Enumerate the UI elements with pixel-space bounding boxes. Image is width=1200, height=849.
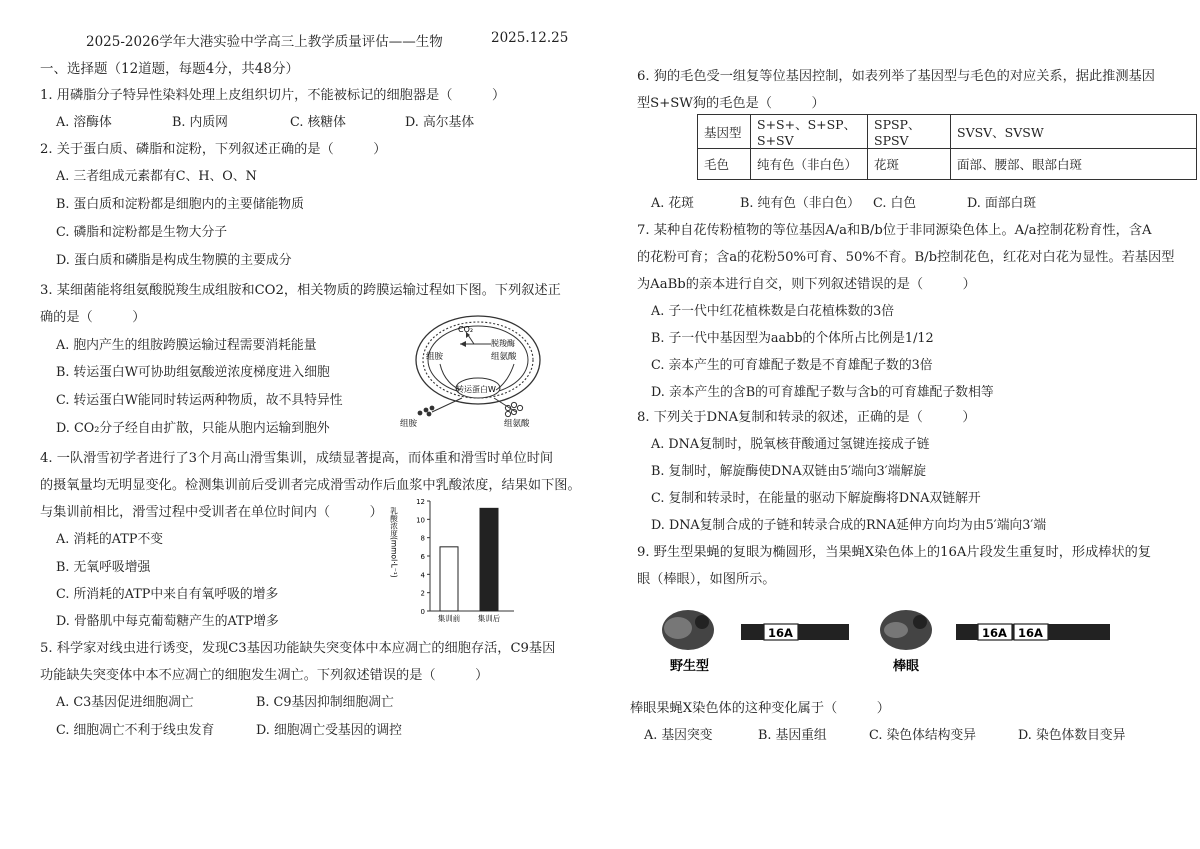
table-cell: 基因型 — [698, 115, 751, 149]
q8-option-d: D. DNA复制合成的子链和转录合成的RNA延伸方向均为由5′端向3′端 — [651, 518, 1047, 533]
y-tick-label: 6 — [420, 553, 425, 561]
q2-option-d: D. 蛋白质和磷脂是构成生物膜的主要成分 — [56, 253, 292, 268]
q7-option-c: C. 亲本产生的可育雄配子数是不育雄配子数的3倍 — [651, 358, 933, 373]
q4-stem-line1: 4. 一队滑雪初学者进行了3个月高山滑雪集训，成绩显著提高，而体重和滑雪时单位时间 — [40, 451, 554, 466]
q5-option-d: D. 细胞凋亡受基因的调控 — [256, 723, 402, 738]
q1-option-b: B. 内质网 — [172, 115, 228, 130]
q5-stem-line1: 5. 科学家对线虫进行诱变，发现C3基因功能缺失突变体中本应凋亡的细胞存活，C9基因 — [40, 641, 556, 656]
q1-option-c: C. 核糖体 — [290, 115, 346, 130]
q5-option-c: C. 细胞凋亡不利于线虫发育 — [56, 723, 215, 738]
q8-option-b: B. 复制时，解旋酶使DNA双链由5′端向3′端解旋 — [651, 464, 927, 479]
y-tick-label: 4 — [420, 571, 425, 580]
table-cell: SPSP、SPSV — [868, 115, 951, 149]
q9-option-b: B. 基因重组 — [758, 728, 827, 743]
q8-stem: 8. 下列关于DNA复制和转录的叙述，正确的是（ ） — [637, 410, 976, 425]
bar-16a-segment-1: 16A — [982, 626, 1007, 640]
q6-option-b: B. 纯有色（非白色） — [740, 196, 860, 211]
q4-option-b: B. 无氧呼吸增强 — [56, 560, 151, 575]
histidine-in-label: 组氨酸 — [491, 352, 517, 362]
bar-2 — [480, 508, 498, 611]
q1-option-d: D. 高尔基体 — [405, 115, 475, 130]
y-tick-label: 12 — [416, 498, 425, 506]
q9-fly-eye-figure — [640, 604, 1120, 678]
exam-title: 2025-2026学年大港实验中学高三上教学质量评估——生物 — [86, 34, 443, 50]
q4-option-d: D. 骨骼肌中每克葡萄糖产生的ATP增多 — [56, 614, 279, 629]
histidine-out-label: 组氨酸 — [504, 419, 530, 429]
q7-option-d: D. 亲本产生的含B的可育雄配子数与含b的可育雄配子数相等 — [651, 385, 994, 400]
q5-option-b: B. C9基因抑制细胞凋亡 — [256, 695, 394, 710]
q2-stem: 2. 关于蛋白质、磷脂和淀粉，下列叙述正确的是（ ） — [40, 142, 387, 157]
y-tick-label: 2 — [420, 589, 425, 598]
histamine-out-label: 组胺 — [400, 419, 418, 429]
table-row — [698, 149, 1197, 180]
co2-label: CO₂ — [458, 325, 474, 334]
q9-option-a: A. 基因突变 — [644, 728, 713, 743]
x-category-label: 集训后 — [477, 614, 501, 623]
bar-1 — [440, 547, 458, 611]
q4-stem-line2: 的摄氧量均无明显变化。检测集训前后受训者完成滑雪动作后血浆中乳酸浓度，结果如下图。 — [40, 478, 581, 493]
enzyme-label: 脱羧酶 — [491, 339, 515, 348]
q7-stem-line2: 的花粉可育；含a的花粉50%可育、50%不育。B/b控制花色，红花对白花为显性。若基因型 — [637, 250, 1175, 265]
q9-stem-line3: 棒眼果蝇X染色体的这种变化属于（ ） — [630, 701, 890, 716]
q7-stem-line3: 为AaBb的亲本进行自交，则下列叙述错误的是（ ） — [637, 277, 976, 292]
q9-stem-line2: 眼（棒眼），如图所示。 — [637, 572, 776, 587]
section-title: 一、选择题（12道题，每题4分，共48分） — [40, 61, 299, 77]
q8-option-c: C. 复制和转录时，在能量的驱动下解旋酶将DNA双链解开 — [651, 491, 981, 506]
q1-stem: 1. 用磷脂分子特异性染料处理上皮组织切片，不能被标记的细胞器是（ ） — [40, 88, 506, 103]
q3-option-c: C. 转运蛋白W能同时转运两种物质，故不具特异性 — [56, 393, 343, 408]
exam-date: 2025.12.25 — [491, 30, 569, 46]
q3-stem-line1: 3. 某细菌能将组氨酸脱羧生成组胺和CO2，相关物质的跨膜运输过程如下图。下列叙述正 — [40, 283, 561, 298]
q5-option-a: A. C3基因促进细胞凋亡 — [56, 695, 194, 710]
q7-option-a: A. 子一代中红花植株数是白花植株数的3倍 — [651, 304, 895, 319]
q3-cell-diagram — [396, 312, 561, 430]
q4-stem-line3: 与集训前相比，滑雪过程中受训者在单位时间内（ ） — [40, 505, 383, 520]
histamine-in-label: 组胺 — [426, 352, 444, 362]
q6-stem-line2: 型S+SW狗的毛色是（ ） — [637, 96, 825, 111]
wild-type-label: 野生型 — [670, 659, 710, 674]
y-tick-label: 0 — [420, 608, 425, 616]
q4-option-a: A. 消耗的ATP不变 — [56, 532, 164, 547]
bar-eye-label: 棒眼 — [893, 659, 920, 674]
genotype-table — [697, 114, 1197, 180]
q3-option-b: B. 转运蛋白W可协助组氨酸逆浓度梯度进入细胞 — [56, 365, 330, 380]
table-cell: 毛色 — [698, 149, 751, 180]
q3-option-d: D. CO₂分子经自由扩散，只能从胞内运输到胞外 — [56, 421, 330, 436]
q6-option-a: A. 花斑 — [651, 196, 694, 211]
q2-option-c: C. 磷脂和淀粉都是生物大分子 — [56, 225, 228, 240]
q2-option-b: B. 蛋白质和淀粉都是细胞内的主要储能物质 — [56, 197, 304, 212]
q7-option-b: B. 子一代中基因型为aabb的个体所占比例是1/12 — [651, 331, 934, 346]
chart-ylabel: 乳酸浓度(mmol·L⁻¹) — [389, 507, 399, 578]
q9-stem-line1: 9. 野生型果蝇的复眼为椭圆形，当果蝇X染色体上的16A片段发生重复时，形成棒状的复 — [637, 545, 1152, 560]
table-cell: 花斑 — [868, 149, 951, 180]
table-cell: 纯有色（非白色） — [751, 149, 868, 180]
table-row — [698, 115, 1197, 149]
q3-option-a: A. 胞内产生的组胺跨膜运输过程需要消耗能量 — [56, 338, 317, 353]
y-tick-label: 10 — [416, 516, 425, 525]
wild-16a-segment: 16A — [768, 626, 793, 640]
q1-option-a: A. 溶酶体 — [56, 115, 112, 130]
transporter-label: 转运蛋白W — [456, 385, 496, 394]
q9-option-d: D. 染色体数目变异 — [1018, 728, 1126, 743]
q4-option-c: C. 所消耗的ATP中来自有氧呼吸的增多 — [56, 587, 279, 602]
lactate-bar-chart — [389, 495, 524, 625]
q3-stem-line2: 确的是（ ） — [40, 310, 146, 325]
q6-option-d: D. 面部白斑 — [967, 196, 1037, 211]
table-cell: 面部、腰部、眼部白斑 — [951, 149, 1197, 180]
bar-eye-image — [880, 610, 932, 650]
table-cell: S+S+、S+SP、S+SV — [751, 115, 868, 149]
wild-type-eye-image — [662, 610, 714, 650]
bar-16a-segment-2: 16A — [1018, 626, 1043, 640]
table-cell: SVSV、SVSW — [951, 115, 1197, 149]
q5-stem-line2: 功能缺失突变体中本不应凋亡的细胞发生凋亡。下列叙述错误的是（ ） — [40, 668, 489, 683]
q9-option-c: C. 染色体结构变异 — [869, 728, 977, 743]
q6-option-c: C. 白色 — [873, 196, 917, 211]
q8-option-a: A. DNA复制时，脱氧核苷酸通过氢键连接成子链 — [651, 437, 930, 452]
x-category-label: 集训前 — [437, 614, 461, 623]
q6-stem-line1: 6. 狗的毛色受一组复等位基因控制，如表列举了基因型与毛色的对应关系，据此推测基因 — [637, 69, 1155, 84]
q2-option-a: A. 三者组成元素都有C、H、O、N — [56, 169, 257, 184]
y-tick-label: 8 — [420, 534, 425, 543]
q7-stem-line1: 7. 某种自花传粉植物的等位基因A/a和B/b位于非同源染色体上。A/a控制花粉育性，含A — [637, 223, 1152, 238]
